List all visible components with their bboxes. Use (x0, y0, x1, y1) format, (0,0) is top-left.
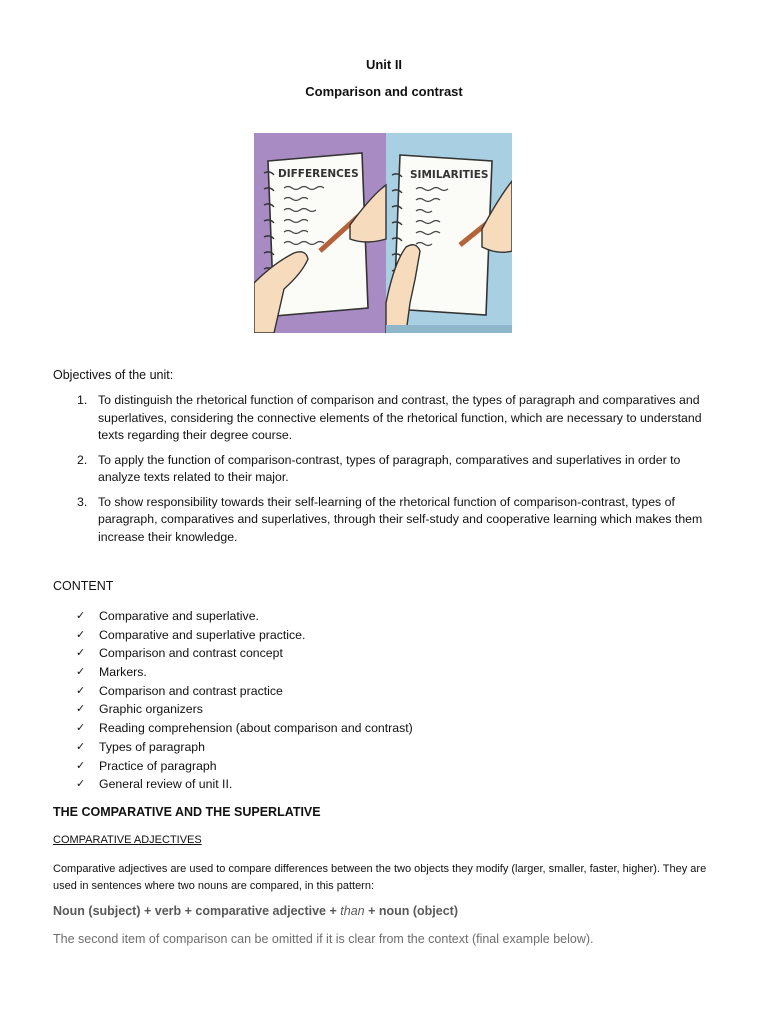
section-heading: THE COMPARATIVE AND THE SUPERLATIVE (53, 805, 321, 819)
check-icon: ✓ (76, 758, 86, 772)
list-item (76, 757, 413, 776)
list-item (76, 607, 413, 626)
list-item-label: General review of unit II. (99, 777, 233, 792)
check-icon: ✓ (76, 627, 86, 641)
list-item (76, 700, 413, 719)
unit-title: Unit II (365, 57, 403, 72)
unit-subtitle: Comparison and contrast (305, 84, 463, 99)
list-item-label: Practice of paragraph (99, 758, 217, 773)
check-icon: ✓ (76, 683, 86, 697)
sentence-pattern (53, 904, 458, 918)
check-icon: ✓ (76, 721, 86, 735)
list-item (76, 738, 413, 757)
list-item (76, 719, 413, 738)
objective-text: To apply the function of comparison-contrast, types of paragraph, comparatives and superlatives in order to analyze texts related to their major. (98, 452, 681, 484)
list-item-label: Comparative and superlative. (99, 609, 259, 623)
pattern-italic: than (340, 904, 365, 918)
list-number: 2. (77, 452, 88, 467)
comparison-illustration (254, 133, 512, 333)
list-item (53, 494, 713, 547)
list-item (76, 626, 413, 645)
content-heading: CONTENT (53, 579, 114, 593)
list-item-label: Reading comprehension (about comparison and contrast) (99, 721, 413, 736)
list-item (53, 392, 713, 445)
list-item-label: Comparative and superlative practice. (99, 627, 306, 642)
objective-text: To distinguish the rhetorical function of comparison and contrast, the types of paragraph and comparatives and superlatives, considering the connective elements of the rhetorical function, which are necessary to understand texts regarding their degree course. (98, 393, 702, 442)
differences-label: DIFFERENCES (278, 168, 359, 180)
pattern-start: Noun (subject) + verb + comparative adjective + (53, 904, 341, 918)
pattern-end: + noun (object) (364, 904, 459, 918)
list-item-label: Comparison and contrast practice (99, 683, 283, 698)
list-item (76, 663, 413, 682)
body-paragraph: Comparative adjectives are used to compare differences between the two objects they modify (larger, smaller, faster, higher). They are used in sentences where two nouns are compared, in this pattern: (53, 863, 707, 892)
objectives-list (53, 392, 713, 553)
content-checklist (76, 607, 413, 794)
check-icon: ✓ (76, 777, 86, 791)
check-icon: ✓ (76, 646, 86, 660)
list-item (76, 644, 413, 663)
list-item-label: Types of paragraph (99, 739, 205, 754)
subsection-heading: COMPARATIVE ADJECTIVES (53, 834, 202, 846)
list-item (76, 775, 413, 794)
list-number: 3. (77, 494, 88, 509)
objectives-heading: Objectives of the unit: (53, 368, 174, 382)
list-item-label: Comparison and contrast concept (99, 646, 283, 661)
check-icon: ✓ (76, 702, 86, 716)
similarities-label: SIMILARITIES (410, 169, 489, 181)
check-icon: ✓ (76, 739, 86, 753)
list-item-label: Graphic organizers (99, 702, 203, 717)
list-item-label: Markers. (99, 665, 147, 680)
list-item (53, 452, 713, 487)
objective-text: To show responsibility towards their self-learning of the rhetorical function of comparison-contrast, types of paragraph, comparatives and superlatives, through their self-study and cooperative learning which makes them increase their knowledge. (98, 494, 703, 544)
check-icon: ✓ (76, 609, 86, 622)
check-icon: ✓ (76, 665, 86, 679)
omission-note: The second item of comparison can be omitted if it is clear from the context (final example below). (53, 932, 594, 946)
list-item (76, 682, 413, 701)
list-number: 1. (77, 393, 88, 407)
